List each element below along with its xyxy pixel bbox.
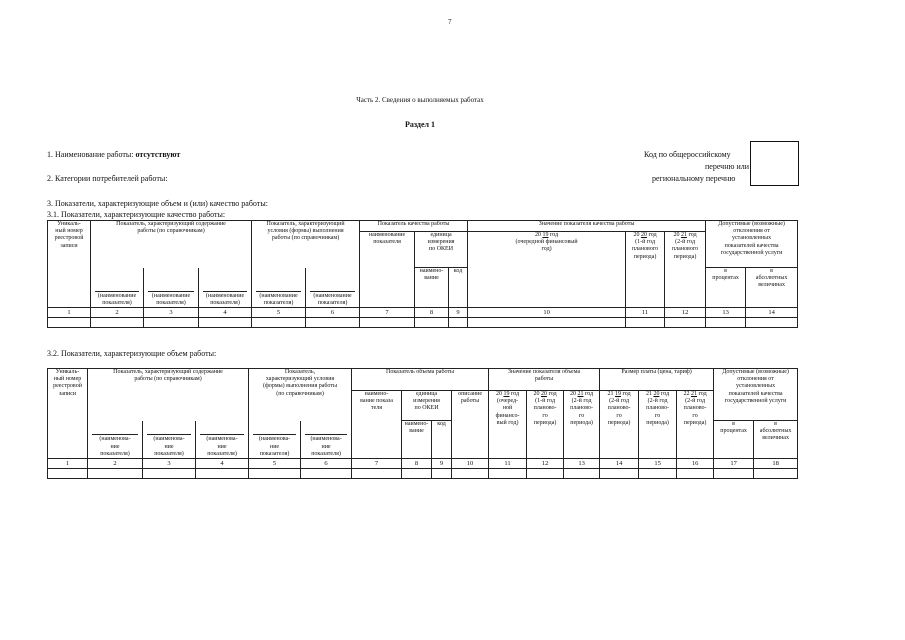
t2-data-cell[interactable] [714, 469, 754, 479]
t1-h-dev: Допустимые (возможные) отклонения от установленных показателей качества государственной услуги [706, 221, 798, 268]
t2-data-cell[interactable] [352, 469, 402, 479]
t2-h-content: Показатель, характеризующий содержание работы (по справочникам) [88, 369, 249, 421]
t2-col-number: 5 [249, 459, 301, 469]
t1-h-unit-code: код [449, 268, 468, 308]
t2-col-number: 16 [677, 459, 714, 469]
t2-sub-label: (наименова- ние показателя) [143, 421, 196, 459]
quality-table [47, 220, 798, 328]
t2-col-number: 1 [48, 459, 88, 469]
t1-col-number: 10 [468, 308, 626, 318]
t2-h-pct: в процентах [714, 421, 754, 459]
t2-h-cond: Показатель, характеризующий условия (формы) выполнения работы (по справочникам) [249, 369, 352, 421]
t1-col-number: 7 [360, 308, 415, 318]
t2-col-number: 9 [432, 459, 452, 469]
t1-data-cell[interactable] [252, 318, 306, 328]
t2-data-cell[interactable] [301, 469, 352, 479]
t1-data-cell[interactable] [746, 318, 798, 328]
page-number: 7 [448, 18, 452, 26]
t2-col-number: 8 [402, 459, 432, 469]
t2-h-f3: 22 21 год (2-й год планово- го периода) [677, 391, 714, 459]
t1-h-content: Показатель, характеризующий содержание работы (по справочникам) [91, 221, 252, 268]
t2-data-cell[interactable] [432, 469, 452, 479]
t2-data-cell[interactable] [143, 469, 196, 479]
t2-h-abs: в абсолютных величинах [754, 421, 798, 459]
t2-h-name: наимено- вание показа теля [352, 391, 402, 459]
t2-h-value: Значение показателя объема работы [489, 369, 600, 391]
t2-sub-label: (наименова- ние показателя) [88, 421, 143, 459]
t1-sub-label: (наименование показателя) [199, 268, 252, 308]
t1-col-number: 14 [746, 308, 798, 318]
t1-col-number: 9 [449, 308, 468, 318]
section-title: Раздел 1 [404, 120, 436, 129]
t2-col-number: 2 [88, 459, 143, 469]
t1-col-number: 6 [306, 308, 360, 318]
t1-col-number: 2 [91, 308, 144, 318]
t1-h-abs: в абсолютных величинах [746, 268, 798, 308]
t1-h-year3: 20 21 год (2-й год планового периода) [665, 232, 706, 308]
t1-data-cell[interactable] [468, 318, 626, 328]
t1-h-year1: 20 19 год (очередной финансовый год) [468, 232, 626, 308]
t1-data-cell[interactable] [665, 318, 706, 328]
t1-h-cond: Показатель, характеризующий условия (формы) выполнения работы (по справочникам) [252, 221, 360, 268]
t2-h-v2: 20 20 год (1-й год планово- го периода) [527, 391, 564, 459]
t2-col-number: 17 [714, 459, 754, 469]
t1-data-cell[interactable] [449, 318, 468, 328]
t2-number-row [48, 459, 798, 469]
t2-data-cell[interactable] [600, 469, 639, 479]
t2-data-cell[interactable] [402, 469, 432, 479]
t2-col-number: 7 [352, 459, 402, 469]
t1-data-cell[interactable] [48, 318, 91, 328]
t2-h-f1: 21 19 год (2-й год планово- го периода) [600, 391, 639, 459]
t2-h-unique: Уникаль- ный номер реестровой записи [48, 369, 88, 459]
t1-number-row [48, 308, 798, 318]
t2-data-cell[interactable] [88, 469, 143, 479]
t2-data-cell[interactable] [489, 469, 527, 479]
t2-col-number: 18 [754, 459, 798, 469]
t1-col-number: 12 [665, 308, 706, 318]
field-work-name [47, 150, 180, 159]
field-work-name-label: 1. Наименование работы: [47, 150, 134, 159]
t1-data-cell[interactable] [306, 318, 360, 328]
t2-col-number: 13 [564, 459, 600, 469]
t2-sub-label: (наименова- ние показателя) [301, 421, 352, 459]
t1-h-name: наименование показателя [360, 232, 415, 308]
t1-h-quality: Показатель качества работы [360, 221, 468, 232]
t2-sub-label: (наименова- ние показателя) [196, 421, 249, 459]
t1-sub-label: (наименование показателя) [91, 268, 144, 308]
code-box[interactable] [750, 141, 799, 186]
t1-data-cell[interactable] [706, 318, 746, 328]
t1-h-unit: единица измерения по ОКЕИ [415, 232, 468, 268]
t1-h-year2: 20 20 год (1-й год планового периода) [626, 232, 665, 308]
t2-data-cell[interactable] [677, 469, 714, 479]
t2-h-dev: Допустимые (возможные) отклонения от установленных показателей качества государственной услуги [714, 369, 798, 421]
t1-h-pct: в процентах [706, 268, 746, 308]
t1-col-number: 4 [199, 308, 252, 318]
t2-col-number: 12 [527, 459, 564, 469]
code-label-line1: Код по общероссийскому [644, 150, 731, 159]
t1-empty-row [48, 318, 798, 328]
t2-h-desc: описание работы [452, 391, 489, 459]
t2-h-unit: единица измерения по ОКЕИ [402, 391, 452, 421]
t1-h-value: Значение показателя качества работы [468, 221, 706, 232]
t1-col-number: 8 [415, 308, 449, 318]
t1-data-cell[interactable] [199, 318, 252, 328]
t2-col-number: 14 [600, 459, 639, 469]
t1-h-unit-name: наимено- вание [415, 268, 449, 308]
t1-sub-label: (наименование показателя) [252, 268, 306, 308]
t2-h-unit-code: код [432, 421, 452, 459]
t2-data-cell[interactable] [564, 469, 600, 479]
t2-data-cell[interactable] [527, 469, 564, 479]
t2-data-cell[interactable] [639, 469, 677, 479]
t2-h-v3: 20 21 год (2-й год планово- го периода) [564, 391, 600, 459]
code-label-line3: региональному перечню [652, 174, 736, 183]
t2-col-number: 11 [489, 459, 527, 469]
t2-col-number: 15 [639, 459, 677, 469]
t1-col-number: 5 [252, 308, 306, 318]
t2-h-volume: Показатель объема работы [352, 369, 489, 391]
t1-sub-label: (наименование показателя) [306, 268, 360, 308]
t1-data-cell[interactable] [626, 318, 665, 328]
t1-sub-label: (наименование показателя) [144, 268, 199, 308]
t2-col-number: 10 [452, 459, 489, 469]
t1-col-number: 1 [48, 308, 91, 318]
t2-col-number: 3 [143, 459, 196, 469]
t1-col-number: 11 [626, 308, 665, 318]
t2-h-f2: 21 20 год (2-й год планово- го периода) [639, 391, 677, 459]
t1-data-cell[interactable] [144, 318, 199, 328]
field-work-name-value: отсутствуют [135, 150, 181, 159]
t2-data-cell[interactable] [452, 469, 489, 479]
t1-data-cell[interactable] [360, 318, 415, 328]
subheading-quality: 3.1. Показатели, характеризующие качество работы: [47, 210, 226, 219]
t1-col-number: 13 [706, 308, 746, 318]
code-label-line2: перечню или [705, 162, 750, 171]
t2-h-unit-name: наимено- вание [402, 421, 432, 459]
t2-empty-row [48, 469, 798, 479]
field-consumers: 2. Категории потребителей работы: [47, 174, 168, 183]
t1-data-cell[interactable] [91, 318, 144, 328]
t1-h-unique: Уникаль- ный номер реестровой записи [48, 221, 91, 308]
t2-col-number: 4 [196, 459, 249, 469]
t2-h-v1: 20 19 год (очеред- ной финансо- вый год) [489, 391, 527, 459]
t2-data-cell[interactable] [196, 469, 249, 479]
t1-data-cell[interactable] [415, 318, 449, 328]
field-indicators: 3. Показатели, характеризующие объем и (или) качество работы: [47, 199, 268, 208]
t2-data-cell[interactable] [754, 469, 798, 479]
volume-table [47, 368, 798, 479]
t2-data-cell[interactable] [48, 469, 88, 479]
t2-sub-label: (наименова- ние показателя) [249, 421, 301, 459]
t2-col-number: 6 [301, 459, 352, 469]
subheading-volume: 3.2. Показатели, характеризующие объем работы: [47, 349, 217, 358]
t1-col-number: 3 [144, 308, 199, 318]
t2-h-fee: Размер платы (цена, тариф) [600, 369, 714, 391]
t2-data-cell[interactable] [249, 469, 301, 479]
part-title: Часть 2. Сведения о выполняемых работах [356, 96, 484, 104]
